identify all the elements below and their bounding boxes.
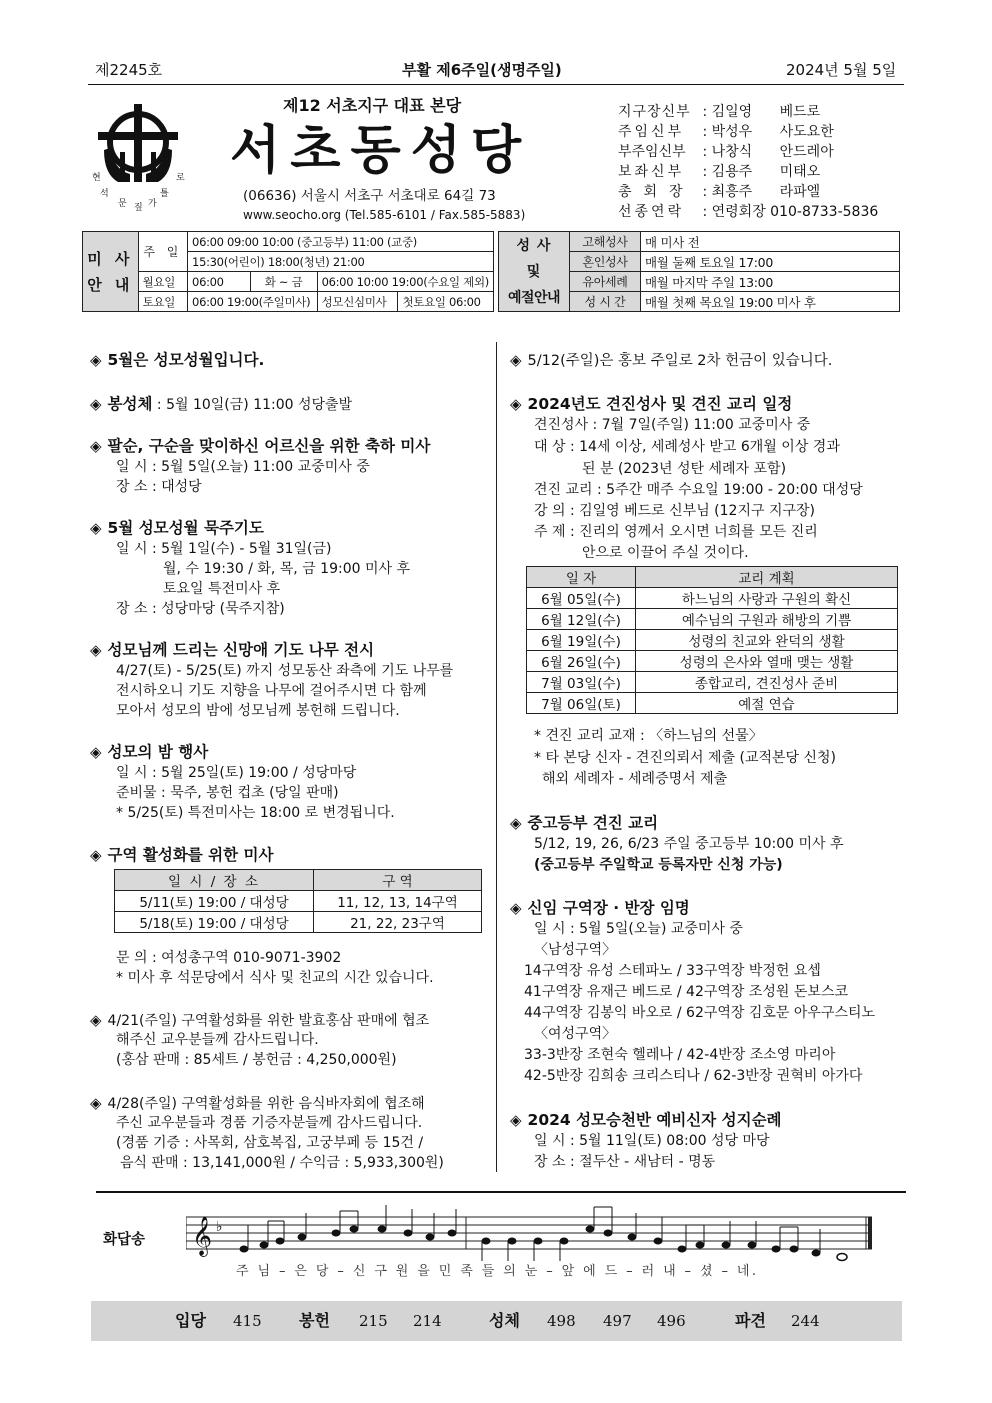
- first-saturday: 첫토요일 06:00: [398, 292, 494, 312]
- entrance-hymn: 415: [233, 1312, 262, 1330]
- saturday-marian: 성모신심미사: [317, 292, 398, 312]
- sunday-times-2: 15:30(어린이) 18:00(청년) 21:00: [188, 252, 494, 272]
- diamond-icon: ◈: [510, 814, 522, 832]
- communion-label: 성체: [489, 1311, 520, 1330]
- svg-text:♭: ♭: [216, 1219, 223, 1235]
- notice-prayer-tree: ◈ 성모님께 드리는 신망애 기도 나무 전시: [90, 641, 375, 659]
- table-row: 6월 19일(수) 성령의 친교와 완덕의 생활: [527, 630, 898, 651]
- logo-char: 문: [118, 199, 127, 209]
- table-row: 7월 03일(수) 종합교리, 견진성사 준비: [527, 672, 898, 693]
- column-divider: [496, 342, 497, 1172]
- psalm-staff: [186, 1205, 876, 1265]
- zone-note: * 미사 후 석문당에서 식사 및 친교의 시간 있습니다.: [116, 970, 434, 986]
- psalm-label: 화답송: [103, 1232, 146, 1248]
- table-row: 5/11(토) 19:00 / 대성당 11, 12, 13, 14구역: [115, 891, 482, 912]
- diamond-icon: ◈: [90, 519, 102, 537]
- logo-char: 짚: [134, 203, 143, 213]
- sacrament-time: 매월 마지막 주일 13:00: [641, 272, 900, 292]
- zone-contact: 문 의 : 여성총구역 010-9071-3902: [116, 950, 342, 966]
- logo-char: 로: [176, 173, 185, 183]
- leader-row: 44구역장 김봉익 바오로 / 62구역장 김호문 아우구스티노: [524, 1005, 876, 1021]
- svg-text:𝄞: 𝄞: [192, 1216, 213, 1256]
- diamond-icon: ◈: [510, 395, 522, 413]
- notice-promo-sunday: ◈ 5/12(주일)은 홍보 주일로 2차 헌금이 있습니다.: [510, 351, 833, 369]
- pilgrim-time: 일 시 : 5월 11일(토) 08:00 성당 마당: [534, 1133, 770, 1149]
- issue-number: 제2245호: [95, 61, 163, 79]
- notice-youth-confirmation: ◈ 중고등부 견진 교리: [510, 814, 659, 832]
- sacrament-label: 성 사 및 예절안내: [499, 232, 570, 312]
- church-name: 서초동성당: [230, 121, 532, 181]
- leader-row: 42-5반장 김희송 크리스티나 / 62-3반장 권혁비 아가다: [524, 1068, 863, 1084]
- leader-group: 〈여성구역〉: [534, 1026, 617, 1042]
- communion-hymn: 496: [657, 1312, 686, 1330]
- liturgical-week: 부활 제6주일(생명주일): [402, 61, 562, 79]
- table-header: 일 시 / 장 소 구 역: [115, 870, 482, 891]
- table-row: 5/18(토) 19:00 / 대성당 21, 22, 23구역: [115, 912, 482, 933]
- logo-char: 현: [92, 173, 101, 183]
- conf-theme: 안으로 이끌어 주실 것이다.: [582, 545, 749, 561]
- sacrament-name: 유아세례: [570, 272, 641, 292]
- diamond-icon: ◈: [90, 351, 102, 369]
- notice-communion-sick: ◈ 봉성체 : 5월 10일(금) 11:00 성당출발: [90, 395, 353, 413]
- diamond-icon: ◈: [90, 641, 102, 659]
- staff-list: [618, 102, 878, 222]
- monday-time: 06:00: [188, 272, 251, 292]
- pilgrim-route: 장 소 : 절두산 - 새남터 - 명동: [534, 1154, 716, 1170]
- leader-row: 41구역장 유재근 베드로 / 42구역장 조성원 돈보스코: [524, 984, 849, 1000]
- offertory-hymn: 215: [359, 1312, 388, 1330]
- conf-theme: 주 제 : 진리의 영께서 오시면 너희를 모든 진리: [534, 524, 818, 540]
- youth-note: (중고등부 주일학교 등록자만 신청 가능): [534, 857, 783, 873]
- night-time: 일 시 : 5월 25일(토) 19:00 / 성당마당: [116, 765, 357, 781]
- staff-row: 부주임신부 : 나창식 안드레아: [618, 144, 834, 160]
- tree-text: 모아서 성모의 밤에 성모님께 봉헌해 드립니다.: [116, 703, 400, 719]
- confirmation-plan-table: [526, 566, 898, 714]
- diamond-icon: ◈: [510, 351, 522, 369]
- communion-hymn: 498: [547, 1312, 576, 1330]
- staff-row: 주임신부 : 박성우 사도요한: [618, 124, 834, 140]
- rosary-place: 장 소 : 성당마당 (묵주지참): [116, 601, 285, 617]
- notice-pilgrimage: ◈ 2024 성모승천반 예비신자 성지순례: [510, 1111, 782, 1129]
- bazaar-result: 음식 판매 : 13,141,000원 / 수익금 : 5,933,300원): [120, 1155, 444, 1171]
- conf-target: 된 분 (2023년 성탄 세례자 포함): [582, 461, 787, 477]
- elder-place: 장 소 : 대성당: [116, 479, 202, 495]
- sacrament-name: 고해성사: [570, 232, 641, 252]
- youth-time: 5/12, 19, 26, 6/23 주일 중고등부 10:00 미사 후: [534, 836, 844, 852]
- sacrament-table: [498, 231, 900, 312]
- conf-class: 견진 교리 : 5주간 매주 수요일 19:00 - 20:00 대성당: [534, 482, 863, 498]
- district-label: 제12 서초지구 대표 본당: [283, 96, 462, 115]
- leader-group: 〈남성구역〉: [534, 942, 617, 958]
- saturday-times: 06:00 19:00(주일미사): [188, 292, 318, 312]
- diamond-icon: ◈: [90, 1094, 102, 1112]
- ginseng-result: (홍삼 판매 : 85세트 / 봉헌금 : 4,250,000원): [116, 1052, 397, 1068]
- offertory-label: 봉헌: [299, 1311, 330, 1330]
- logo-char: 석: [100, 189, 109, 199]
- staff-row: 선종연락 : 연령회장 010-8733-5836: [618, 204, 879, 220]
- night-prep: 준비물 : 묵주, 봉헌 컵초 (당일 판매): [116, 785, 339, 801]
- diamond-icon: ◈: [90, 437, 102, 455]
- notice-bazaar: ◈ 4/28(주일) 구역활성화를 위한 음식바자회에 협조해: [90, 1094, 425, 1112]
- psalm-lyrics: 주 님 – 은 당 – 신 구 원 을 민 족 들 의 눈 – 앞 에 드 – 러 내 – 셨 – 네.: [236, 1264, 759, 1279]
- notice-zone-mass: ◈ 구역 활성화를 위한 미사: [90, 846, 274, 864]
- staff-row: 총회장 : 최흥주 라파엘: [618, 184, 821, 200]
- sacrament-time: 매월 첫째 목요일 19:00 미사 후: [641, 292, 900, 312]
- staff-row: 지구장신부 : 김일영 베드로: [618, 104, 821, 120]
- sacrament-name: 혼인성사: [570, 252, 641, 272]
- contact-info: www.seocho.org (Tel.585-6101 / Fax.585-5883): [243, 208, 526, 222]
- monday-label: 월요일: [138, 272, 187, 292]
- tree-text: 4/27(토) - 5/25(토) 까지 성모동산 좌측에 기도 나무를: [116, 663, 454, 679]
- diamond-icon: ◈: [90, 846, 102, 864]
- conf-note: * 타 본당 신자 - 견진의뢰서 제출 (교적본당 신청): [534, 750, 837, 766]
- conf-date: 견진성사 : 7월 7일(주일) 11:00 교중미사 중: [534, 417, 811, 433]
- ginseng-text: 해주신 교우분들께 감사드립니다.: [116, 1032, 319, 1048]
- zone-mass-table: [114, 869, 482, 933]
- rosary-saturday: 토요일 특전미사 후: [163, 581, 281, 597]
- rosary-date: 일 시 : 5월 1일(수) - 5월 31일(금): [116, 541, 332, 557]
- saturday-label: 토요일: [138, 292, 187, 312]
- conf-note: 해외 세례자 - 세례증명서 제출: [542, 771, 728, 787]
- hymn-bar: [91, 1301, 902, 1341]
- dismissal-hymn: 244: [791, 1312, 820, 1330]
- weekday-label: 화 ~ 금: [250, 272, 317, 292]
- weekday-times: 06:00 10:00 19:00(수요일 제외): [317, 272, 493, 292]
- sacrament-name: 성 시 간: [570, 292, 641, 312]
- mass-schedule-table: [82, 231, 494, 312]
- table-header: 일 자 교리 계획: [527, 567, 898, 588]
- top-divider: [88, 84, 904, 85]
- staff-row: 보좌신부 : 김용주 미태오: [618, 164, 821, 180]
- table-row: 6월 05일(수) 하느님의 사랑과 구원의 확신: [527, 588, 898, 609]
- notice-confirmation: ◈ 2024년도 견진성사 및 견진 교리 일정: [510, 395, 793, 413]
- diamond-icon: ◈: [510, 1111, 522, 1129]
- entrance-label: 입당: [175, 1311, 206, 1330]
- rosary-weekday: 월, 수 19:30 / 화, 목, 금 19:00 미사 후: [163, 561, 411, 577]
- sacrament-time: 매월 둘째 토요일 17:00: [641, 252, 900, 272]
- dismissal-label: 파견: [735, 1311, 766, 1330]
- table-row: 6월 12일(수) 예수님의 구원과 해방의 기쁨: [527, 609, 898, 630]
- conf-lecturer: 강 의 : 김일영 베드로 신부님 (12지구 지구장): [534, 503, 815, 519]
- mass-label: 미 사 안 내: [83, 232, 139, 312]
- notice-may: ◈ 5월은 성모성월입니다.: [90, 351, 265, 369]
- conf-note: * 견진 교리 교재 : 〈하느님의 선물〉: [534, 728, 763, 744]
- night-note: * 5/25(토) 특전미사는 18:00 로 변경됩니다.: [116, 805, 395, 821]
- conf-target: 대 상 : 14세 이상, 세례성사 받고 6개월 이상 경과: [534, 439, 840, 455]
- leader-time: 일 시 : 5월 5일(오늘) 교중미사 중: [534, 921, 743, 937]
- notice-rosary: ◈ 5월 성모성월 묵주기도: [90, 519, 264, 537]
- sunday-times-1: 06:00 09:00 10:00 (중고등부) 11:00 (교중): [188, 232, 494, 252]
- leader-row: 33-3반장 조현숙 헬레나 / 42-4반장 조소영 마리아: [524, 1047, 836, 1063]
- diamond-icon: ◈: [90, 1011, 102, 1029]
- notice-ginseng: ◈ 4/21(주일) 구역활성화를 위한 발효홍삼 판매에 협조: [90, 1011, 430, 1029]
- address: (06636) 서울시 서초구 서초대로 64길 73: [243, 188, 496, 204]
- communion-hymn: 497: [603, 1312, 632, 1330]
- church-logo: [90, 100, 195, 213]
- bazaar-result: (경품 기증 : 사목회, 삼호복집, 고궁부페 등 15건 /: [116, 1135, 424, 1151]
- offertory-hymn: 214: [413, 1312, 442, 1330]
- table-row: 7월 06일(토) 예절 연습: [527, 693, 898, 714]
- diamond-icon: ◈: [90, 395, 102, 413]
- logo-char: 가: [148, 199, 157, 209]
- bottom-divider: [96, 1191, 906, 1193]
- notice-elder-mass: ◈ 팔순, 구순을 맞이하신 어르신을 위한 축하 미사: [90, 437, 431, 455]
- notice-zone-leaders: ◈ 신임 구역장 · 반장 임명: [510, 899, 690, 917]
- diamond-icon: ◈: [90, 743, 102, 761]
- diamond-icon: ◈: [510, 899, 522, 917]
- bazaar-text: 주신 교우분들과 경품 기증자분들께 감사드립니다.: [116, 1115, 423, 1131]
- sacrament-time: 매 미사 전: [641, 232, 900, 252]
- sunday-label: 주 일: [138, 232, 187, 272]
- issue-date: 2024년 5월 5일: [786, 61, 897, 79]
- logo-char: 틀: [160, 189, 169, 199]
- tree-text: 전시하오니 기도 지향을 나무에 걸어주시면 다 함께: [116, 683, 427, 699]
- notice-marian-night: ◈ 성모의 밤 행사: [90, 743, 209, 761]
- leader-row: 14구역장 유성 스테파노 / 33구역장 박정헌 요셉: [524, 963, 821, 979]
- table-row: 6월 26일(수) 성령의 은사와 열매 맺는 생활: [527, 651, 898, 672]
- elder-time: 일 시 : 5월 5일(오늘) 11:00 교중미사 중: [116, 459, 370, 475]
